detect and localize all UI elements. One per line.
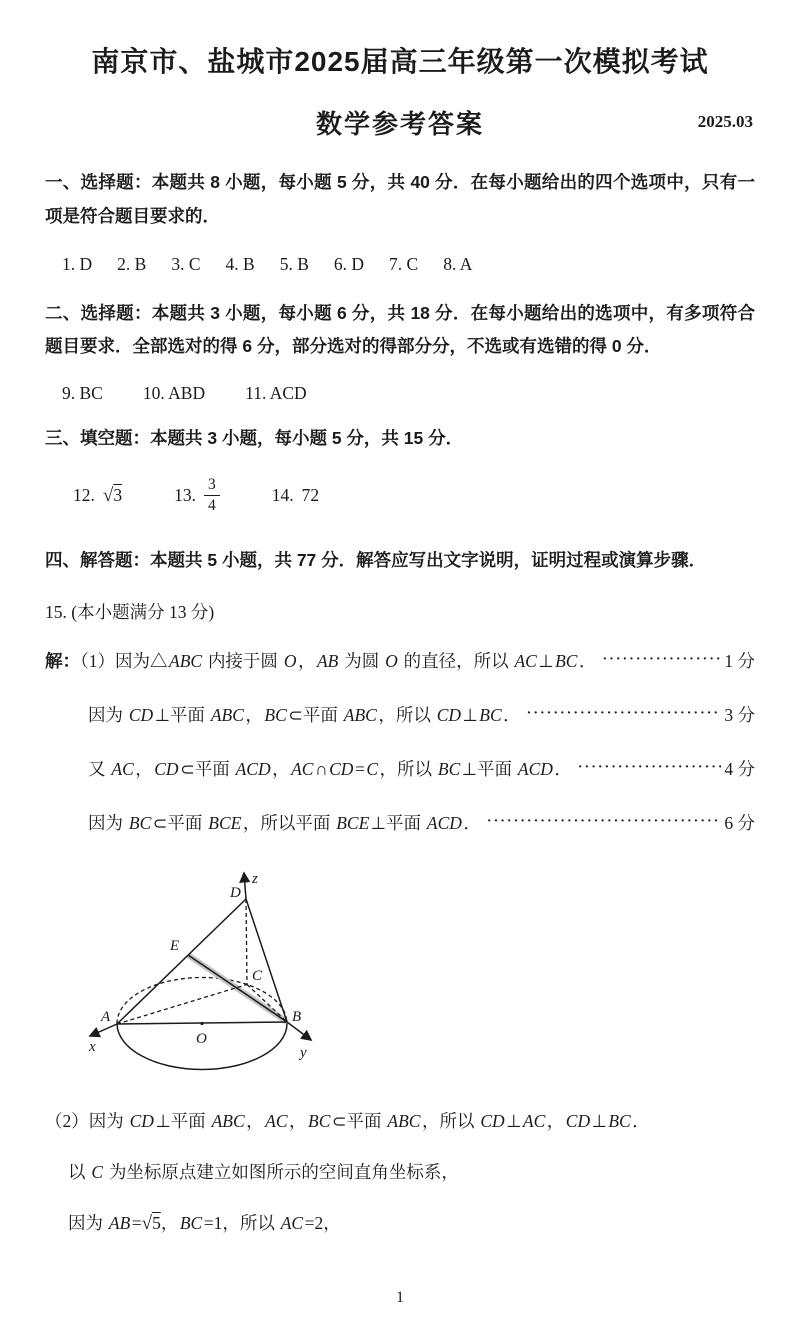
answer-item: 1. D bbox=[62, 253, 93, 274]
math-token: BC bbox=[128, 812, 152, 833]
answer-row-2 bbox=[45, 383, 755, 404]
text-token: =1，所以 bbox=[203, 1212, 280, 1233]
cone-coordinate-diagram bbox=[71, 864, 327, 1078]
subtitle-row bbox=[45, 104, 755, 140]
answer-item: 2. B bbox=[117, 253, 147, 274]
radical-sign: √ bbox=[102, 484, 114, 506]
score-label: 3 分 bbox=[724, 704, 755, 725]
math-token: BCE bbox=[336, 812, 370, 833]
solution-line bbox=[45, 1159, 755, 1184]
answer-value: 72 bbox=[301, 485, 320, 506]
solution-line bbox=[45, 1108, 755, 1133]
math-token: AC bbox=[280, 1212, 304, 1233]
text-token: ⊥ bbox=[538, 650, 554, 671]
math-token: C bbox=[91, 1161, 104, 1182]
solution-text bbox=[45, 1108, 650, 1133]
math-token: BC bbox=[479, 704, 502, 725]
point-label-c: C bbox=[252, 967, 263, 984]
math-token: O bbox=[283, 650, 297, 671]
math-token: ACD bbox=[235, 758, 271, 779]
text-token: ⊂平面 bbox=[180, 758, 235, 779]
axis-label-y: y bbox=[300, 1044, 307, 1061]
text-token: ， bbox=[245, 704, 263, 725]
point-label-b: B bbox=[292, 1008, 302, 1025]
text-token: ⊂平面 bbox=[152, 812, 207, 833]
text-token: ． bbox=[578, 650, 597, 671]
sqrt-expression bbox=[103, 485, 122, 507]
math-token: ACD bbox=[426, 812, 462, 833]
geometry-figure bbox=[71, 864, 327, 1078]
math-token: ABC bbox=[169, 650, 203, 671]
radicand: 3 bbox=[113, 484, 123, 505]
math-token: BC bbox=[308, 1110, 331, 1131]
edge-db bbox=[246, 899, 287, 1022]
solution-line bbox=[45, 648, 755, 673]
solution-line bbox=[45, 756, 755, 781]
text-token: ， bbox=[546, 1110, 565, 1131]
text-token: = bbox=[354, 758, 365, 779]
math-token: AC bbox=[291, 758, 314, 779]
math-token: ACD bbox=[517, 758, 553, 779]
score-label: 1 分 bbox=[724, 650, 755, 671]
text-token: 因为 bbox=[88, 812, 128, 833]
answer-number: 13. bbox=[174, 485, 196, 506]
text-token: 又 bbox=[88, 758, 110, 779]
section3-heading: 三、填空题：本题共 3 小题，每小题 5 分，共 15 分． bbox=[45, 428, 464, 449]
text-token: ， bbox=[289, 1110, 307, 1131]
point-label-o: O bbox=[196, 1030, 207, 1047]
math-token: AC bbox=[514, 650, 537, 671]
question-15-label: 15. (本小题满分 13 分) bbox=[45, 601, 215, 622]
text-token: ． bbox=[554, 758, 572, 779]
answer-item: 9. BC bbox=[62, 383, 103, 404]
solution-line bbox=[45, 810, 755, 835]
text-token: ⊥平面 bbox=[154, 704, 210, 725]
fraction-numerator: 3 bbox=[204, 476, 220, 496]
section4-heading: 四、解答题：本题共 5 小题，共 77 分．解答应写出文字说明，证明过程或演算步骤． bbox=[45, 549, 707, 570]
answer-number: 12. bbox=[73, 485, 95, 506]
solution-line bbox=[45, 702, 755, 727]
answer-item: 4. B bbox=[225, 253, 255, 274]
point-label-d: D bbox=[230, 884, 241, 901]
math-token: AB bbox=[316, 650, 339, 671]
answer-row-3 bbox=[45, 470, 755, 522]
math-token: CD bbox=[480, 1110, 505, 1131]
axis-label-z: z bbox=[252, 870, 258, 887]
dotted-leader bbox=[602, 652, 721, 668]
dotted-leader bbox=[527, 706, 722, 722]
answer-item: 7. C bbox=[389, 253, 419, 274]
answer-row-1 bbox=[45, 254, 755, 275]
text-token: ． bbox=[503, 704, 521, 725]
text-token: ， bbox=[272, 758, 290, 779]
math-token: ABC bbox=[343, 704, 377, 725]
edge-ad bbox=[117, 899, 246, 1024]
math-token: BC bbox=[264, 704, 287, 725]
text-token: 为圆 bbox=[339, 650, 384, 671]
math-token: BC bbox=[555, 650, 578, 671]
answer-item: 10. ABD bbox=[142, 383, 206, 404]
text-token: ⊂平面 bbox=[331, 1110, 386, 1131]
exam-title: 南京市、盐城市2025届高三年级第一次模拟考试 bbox=[91, 46, 709, 77]
math-token: AB bbox=[108, 1212, 131, 1233]
solution-line bbox=[45, 1210, 755, 1235]
axis-label-x: x bbox=[89, 1038, 96, 1055]
text-token: ． bbox=[632, 1110, 650, 1131]
solution-text bbox=[88, 756, 572, 781]
solution-lead: 解： bbox=[45, 650, 80, 671]
math-token: BC bbox=[179, 1212, 203, 1233]
solution-text bbox=[88, 702, 521, 727]
edge-eb bbox=[188, 955, 287, 1022]
text-token: ∩ bbox=[314, 758, 328, 779]
math-token: CD bbox=[329, 758, 354, 779]
solution-text bbox=[68, 1210, 341, 1235]
text-token: ， bbox=[135, 758, 153, 779]
score-label: 4 分 bbox=[724, 758, 755, 779]
math-token: CD bbox=[128, 704, 154, 725]
answer-number: 14. bbox=[271, 485, 294, 506]
exam-date: 2025.03 bbox=[697, 112, 753, 132]
math-token: C bbox=[366, 758, 378, 779]
answer-item: 8. A bbox=[443, 253, 473, 274]
math-token: ABC bbox=[211, 1110, 245, 1131]
section2-heading: 二、选择题：本题共 3 小题，每小题 6 分，共 18 分．在每小题给出的选项中，有多项符合题目要求．全部选对的得 6 分，部分选对的得部分分，不选或有选错的得 0 分． bbox=[45, 302, 755, 357]
dotted-leader bbox=[487, 814, 721, 830]
page-number: 1 bbox=[396, 1289, 404, 1306]
text-token: ， bbox=[160, 1212, 179, 1233]
dotted-leader bbox=[578, 760, 722, 776]
answer-item: 3. C bbox=[171, 253, 201, 274]
radicand: 5 bbox=[152, 1212, 161, 1233]
text-token: = bbox=[131, 1212, 142, 1233]
answer-item bbox=[174, 476, 220, 515]
solution-text bbox=[68, 1159, 459, 1184]
text-token: ， bbox=[246, 1110, 264, 1131]
text-token: ⊥ bbox=[462, 704, 478, 725]
solution-text bbox=[88, 810, 481, 835]
math-token: AC bbox=[265, 1110, 288, 1131]
answer-item: 6. D bbox=[333, 253, 365, 274]
text-token: ⊥平面 bbox=[155, 1110, 211, 1131]
text-token: ，所以平面 bbox=[242, 812, 335, 833]
text-token: ⊥平面 bbox=[370, 812, 426, 833]
answer-item: 5. B bbox=[279, 253, 309, 274]
fraction-denominator: 4 bbox=[207, 497, 216, 515]
answer-item bbox=[73, 485, 122, 507]
section1-heading: 一、选择题：本题共 8 小题，每小题 5 分，共 40 分．在每小题给出的四个选项中，只有一项是符合题目要求的． bbox=[45, 172, 755, 226]
math-token: ABC bbox=[387, 1110, 421, 1131]
text-token: （2）因为 bbox=[45, 1110, 129, 1131]
math-token: O bbox=[385, 650, 398, 671]
math-token: CD bbox=[565, 1110, 591, 1131]
edge-dc-dashed bbox=[246, 899, 247, 985]
sqrt-expression bbox=[142, 1213, 161, 1233]
math-token: CD bbox=[154, 758, 179, 779]
math-token: BCE bbox=[208, 812, 242, 833]
math-token: BC bbox=[437, 758, 461, 779]
solution-text bbox=[45, 648, 596, 673]
circle-back-arc bbox=[117, 977, 287, 1023]
point-label-a: A bbox=[101, 1008, 111, 1025]
math-token: AC bbox=[522, 1110, 546, 1131]
x-axis bbox=[90, 1024, 117, 1036]
radical-sign: √ bbox=[141, 1212, 153, 1234]
math-token: CD bbox=[129, 1110, 154, 1131]
text-token: 的直径，所以 bbox=[399, 650, 513, 671]
math-token: AC bbox=[111, 758, 134, 779]
fraction bbox=[204, 476, 220, 515]
text-token: 为坐标原点建立如图所示的空间直角坐标系， bbox=[104, 1161, 459, 1182]
text-token: 内接于圆 bbox=[203, 650, 283, 671]
point-label-e: E bbox=[170, 937, 180, 954]
text-token: ⊂平面 bbox=[288, 704, 343, 725]
z-axis bbox=[244, 873, 246, 899]
score-label: 6 分 bbox=[724, 812, 755, 833]
text-token: ，所以 bbox=[421, 1110, 479, 1131]
text-token: ，所以 bbox=[378, 704, 436, 725]
text-token: ⊥平面 bbox=[461, 758, 517, 779]
text-token: =2， bbox=[304, 1212, 341, 1233]
text-token: 以 bbox=[68, 1161, 90, 1182]
center-dot bbox=[200, 1022, 203, 1025]
text-token: （1）因为△ bbox=[80, 650, 168, 671]
math-token: ABC bbox=[210, 704, 244, 725]
answer-key-subtitle: 数学参考答案 bbox=[315, 109, 484, 140]
answer-item bbox=[272, 485, 319, 506]
text-token: ⊥ bbox=[591, 1110, 607, 1131]
text-token: ，所以 bbox=[379, 758, 437, 779]
math-token: CD bbox=[436, 704, 462, 725]
text-token: ． bbox=[463, 812, 481, 833]
text-token: ⊥ bbox=[506, 1110, 522, 1131]
text-token: 因为 bbox=[68, 1212, 108, 1233]
solution-part2 bbox=[45, 1108, 755, 1235]
solution-part1 bbox=[45, 648, 755, 835]
math-token: BC bbox=[608, 1110, 631, 1131]
answer-item: 11. ACD bbox=[245, 383, 307, 404]
text-token: ， bbox=[297, 650, 316, 671]
text-token: 因为 bbox=[88, 704, 128, 725]
